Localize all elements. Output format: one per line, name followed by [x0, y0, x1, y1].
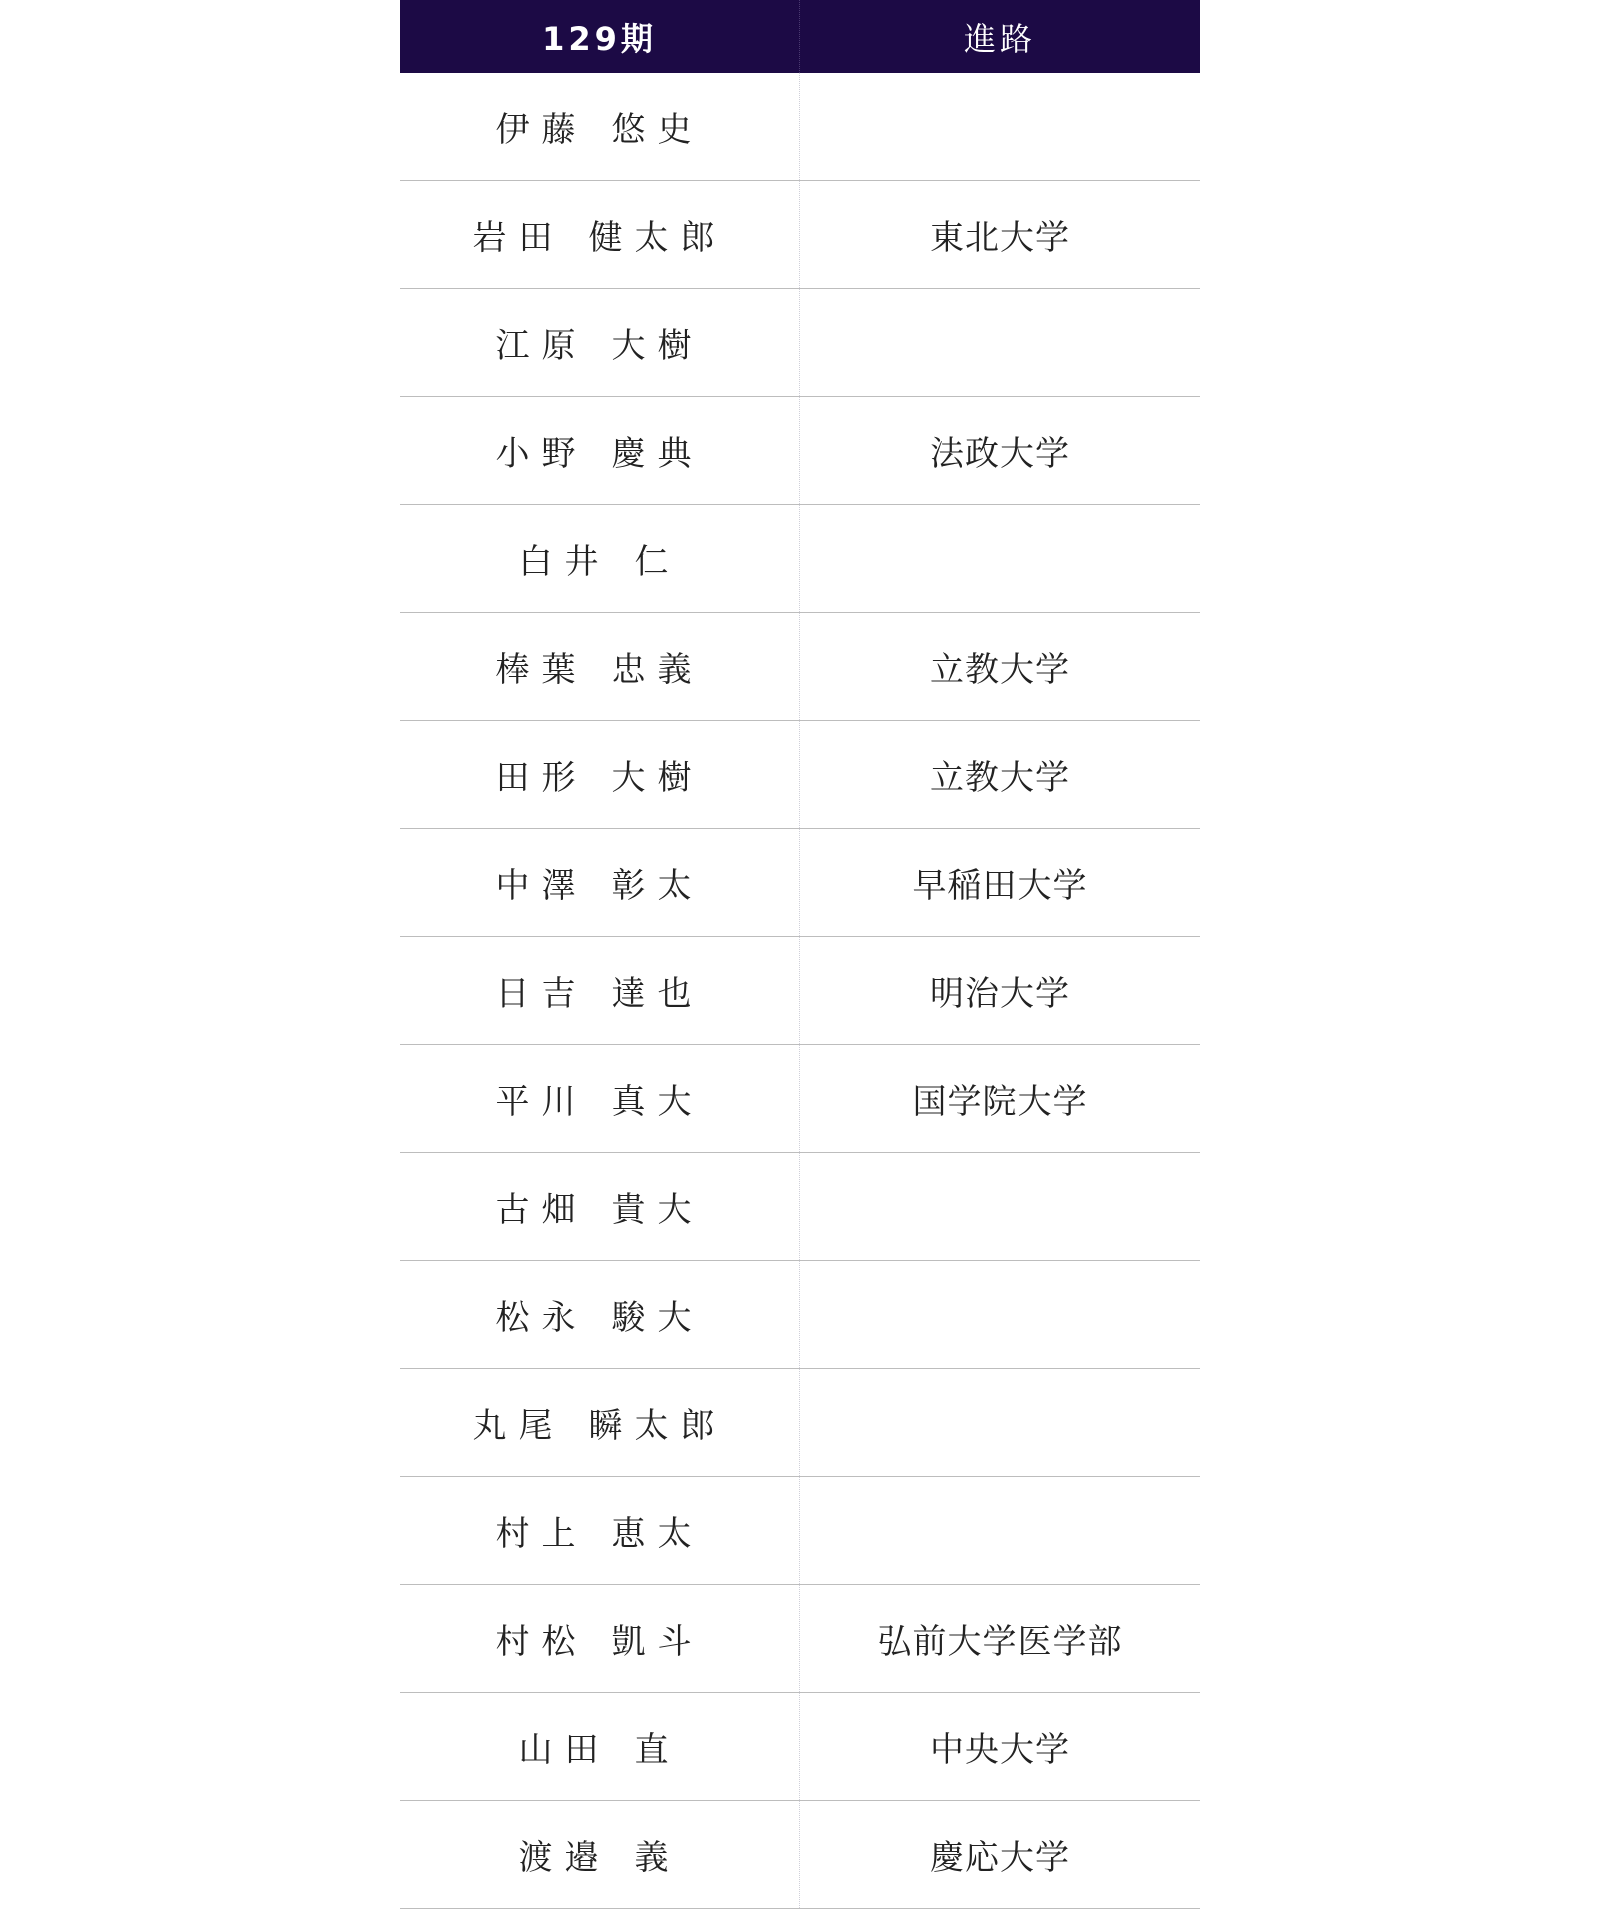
- given-name: 慶典: [611, 434, 704, 474]
- path-cell: 弘前大学医学部: [877, 1622, 1123, 1662]
- name-cell: [400, 1261, 800, 1368]
- name-cell: [400, 1585, 800, 1692]
- given-name: 忠義: [611, 650, 704, 690]
- family-name: 丸尾: [472, 1406, 565, 1446]
- path-cell: [800, 1369, 1200, 1476]
- table-row: [400, 613, 1200, 721]
- given-name: 瞬太郎: [588, 1406, 727, 1446]
- name-cell: [400, 505, 800, 612]
- name-cell: [400, 613, 800, 720]
- name-cell: [400, 181, 800, 288]
- family-name: 江原: [495, 326, 588, 366]
- table-row: [400, 721, 1200, 829]
- table-row: [400, 937, 1200, 1045]
- given-name: 義: [634, 1838, 681, 1878]
- path-cell: [800, 1261, 1200, 1368]
- given-name: 彰太: [611, 866, 704, 906]
- family-name: 小野: [495, 434, 588, 474]
- given-name: 凱斗: [611, 1622, 704, 1662]
- table-header: [400, 0, 1200, 73]
- table-row: [400, 181, 1200, 289]
- given-name: 貴大: [611, 1190, 704, 1230]
- table-row: [400, 73, 1200, 181]
- header-term: 129期: [400, 0, 800, 73]
- family-name: 村松: [495, 1622, 588, 1662]
- name-cell: [400, 1369, 800, 1476]
- table-row: [400, 1585, 1200, 1693]
- graduates-table: [400, 0, 1200, 1909]
- family-name: 松永: [495, 1298, 588, 1338]
- name-cell: [400, 289, 800, 396]
- path-cell: 立教大学: [930, 650, 1070, 690]
- path-cell: [800, 505, 1200, 612]
- given-name: 直: [634, 1730, 681, 1770]
- path-cell: 立教大学: [930, 758, 1070, 798]
- family-name: 日吉: [495, 974, 588, 1014]
- family-name: 渡邉: [518, 1838, 611, 1878]
- family-name: 岩田: [472, 218, 565, 258]
- path-cell: 早稲田大学: [912, 866, 1088, 906]
- path-cell: 法政大学: [930, 434, 1070, 474]
- name-cell: [400, 829, 800, 936]
- path-cell: 明治大学: [930, 974, 1070, 1014]
- path-cell: [800, 1153, 1200, 1260]
- table-row: [400, 1153, 1200, 1261]
- path-cell: [800, 73, 1200, 180]
- table-body: [400, 73, 1200, 1909]
- name-cell: [400, 1153, 800, 1260]
- name-cell: [400, 1477, 800, 1584]
- name-cell: [400, 721, 800, 828]
- table-row: [400, 1261, 1200, 1369]
- family-name: 村上: [495, 1514, 588, 1554]
- table-row: [400, 1369, 1200, 1477]
- name-cell: [400, 397, 800, 504]
- path-cell: 国学院大学: [912, 1082, 1088, 1122]
- name-cell: [400, 1801, 800, 1908]
- path-cell: [800, 289, 1200, 396]
- family-name: 田形: [495, 758, 588, 798]
- table-row: [400, 1477, 1200, 1585]
- given-name: 大樹: [611, 326, 704, 366]
- table-row: [400, 1045, 1200, 1153]
- family-name: 中澤: [495, 866, 588, 906]
- given-name: 健太郎: [588, 218, 727, 258]
- family-name: 白井: [518, 542, 611, 582]
- given-name: 悠史: [611, 110, 704, 150]
- header-path: 進路: [963, 19, 1036, 58]
- name-cell: [400, 1693, 800, 1800]
- given-name: 大樹: [611, 758, 704, 798]
- table-row: [400, 289, 1200, 397]
- name-cell: [400, 73, 800, 180]
- family-name: 山田: [518, 1730, 611, 1770]
- table-row: [400, 397, 1200, 505]
- given-name: 恵太: [611, 1514, 704, 1554]
- path-cell: 慶応大学: [930, 1838, 1070, 1878]
- given-name: 駿大: [611, 1298, 704, 1338]
- table-row: [400, 829, 1200, 937]
- path-cell: [800, 1477, 1200, 1584]
- family-name: 棒葉: [495, 650, 588, 690]
- table-row: [400, 1801, 1200, 1909]
- table-row: [400, 505, 1200, 613]
- path-cell: 東北大学: [930, 218, 1070, 258]
- table-row: [400, 1693, 1200, 1801]
- family-name: 伊藤: [495, 110, 588, 150]
- given-name: 真大: [611, 1082, 704, 1122]
- family-name: 古畑: [495, 1190, 588, 1230]
- given-name: 仁: [634, 542, 681, 582]
- name-cell: [400, 937, 800, 1044]
- family-name: 平川: [495, 1082, 588, 1122]
- path-cell: 中央大学: [930, 1730, 1070, 1770]
- given-name: 達也: [611, 974, 704, 1014]
- name-cell: [400, 1045, 800, 1152]
